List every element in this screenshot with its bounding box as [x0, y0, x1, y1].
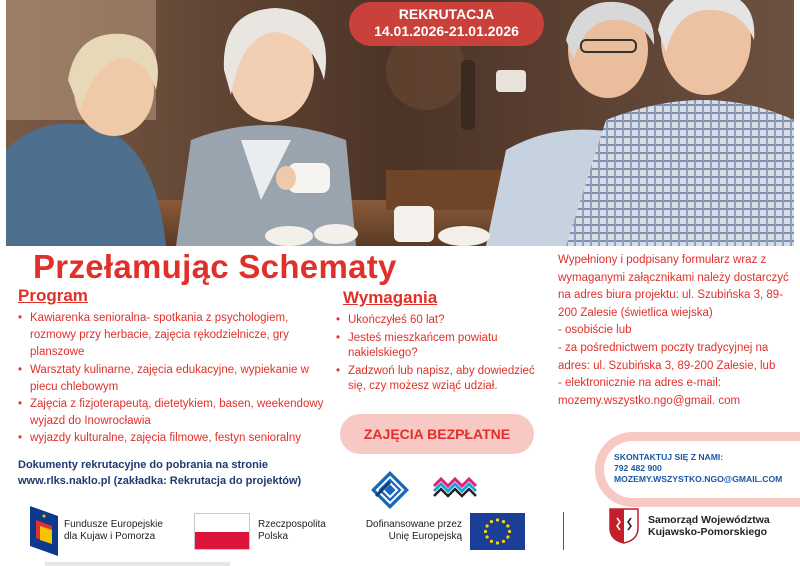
european-funds-logo-icon — [30, 506, 58, 556]
funding-logos-strip — [0, 500, 800, 566]
poland-line1: Rzeczpospolita — [258, 519, 326, 530]
list-item: • Zadzwoń lub napisz, aby dowiedzieć się, czy możesz wziąć udział. — [333, 364, 553, 395]
eu-line1: Dofinansowane przez — [365, 519, 462, 530]
page-title: Przełamując Schematy — [33, 248, 397, 285]
partner-wave-logo-icon — [432, 476, 478, 498]
european-funds-line1: Fundusze Europejskie — [64, 519, 163, 530]
list-item: • Jesteś mieszkańcem powiatu nakielskiego? — [333, 331, 553, 362]
program-heading: Program — [18, 286, 88, 305]
list-item: • Kawiarenka senioralna- spotkania z psychologiem, rozmowy przy herbacie, zajęcia rękodzielnicze, gry planszowe — [18, 310, 334, 362]
region-government-label — [648, 514, 770, 538]
divider — [563, 512, 564, 550]
region-crest-icon — [609, 508, 639, 544]
requirements-list — [333, 313, 553, 397]
contact-label: SKONTAKTUJ SIĘ Z NAMI: — [614, 452, 724, 462]
region-line2: Kujawsko-Pomorskiego — [648, 526, 768, 538]
requirements-heading: Wymagania — [343, 288, 438, 307]
list-item: • Zajęcia z fizjoterapeutą, dietetykiem, basen, weekendowy wyjazd do Inowrocławia — [18, 396, 334, 430]
submission-intro: Wypełniony i podpisany formularz wraz z wymaganymi załącznikami należy dostarczyć na adres biura projektu: ul. Szubińska 3, 89-200 Zalesie (świetlica wiejska) — [558, 254, 789, 319]
submission-option-personal: - osobiście lub — [558, 324, 632, 337]
recruitment-label: REKRUTACJA — [398, 6, 495, 22]
documents-line: Dokumenty rekrutacyjne do pobrania na stronie — [18, 459, 269, 471]
documents-link[interactable]: www.rlks.naklo.pl (zakładka: Rekrutacja do projektów) — [18, 474, 302, 487]
submission-option-post: - za pośrednictwem poczty tradycyjnej na adres: ul. Szubińska 3, 89-200 Zalesie, lub — [558, 341, 776, 372]
program-list — [18, 310, 334, 448]
recruitment-badge — [349, 2, 544, 46]
contact-email[interactable]: MOZEMY.WSZYSTKO.NGO@GMAIL.COM — [614, 474, 783, 484]
eu-cofinancing-label — [356, 519, 462, 543]
list-item: • Warsztaty kulinarne, zajęcia edukacyjne, wypiekanie w piecu chlebowym — [18, 362, 334, 396]
documents-info — [18, 458, 318, 489]
poland-line2: Polska — [258, 531, 289, 542]
european-funds-label — [64, 519, 163, 543]
eu-flag-icon — [470, 513, 525, 550]
region-line1: Samorząd Województwa — [648, 514, 770, 526]
contact-info — [614, 452, 782, 485]
contact-phone[interactable]: 792 482 900 — [614, 463, 662, 473]
european-funds-line2: dla Kujaw i Pomorza — [64, 531, 156, 542]
poland-flag-icon — [194, 513, 250, 550]
recruitment-dates: 14.01.2026-21.01.2026 — [374, 23, 519, 39]
footer-bar — [45, 562, 230, 566]
list-item: • Ukończyłeś 60 lat? — [333, 313, 553, 329]
submission-info — [558, 252, 794, 410]
hero-photo — [6, 0, 794, 246]
list-item: • wyjazdy kulturalne, zajęcia filmowe, festyn senioralny — [18, 430, 334, 447]
submission-option-email: - elektronicznie na adres e-mail: mozemy.wszystko.ngo@gmail. com — [558, 377, 741, 407]
eu-line2: Unię Europejską — [388, 531, 462, 542]
free-classes-badge: ZAJĘCIA BEZPŁATNE — [340, 414, 534, 454]
poland-label — [258, 519, 326, 543]
